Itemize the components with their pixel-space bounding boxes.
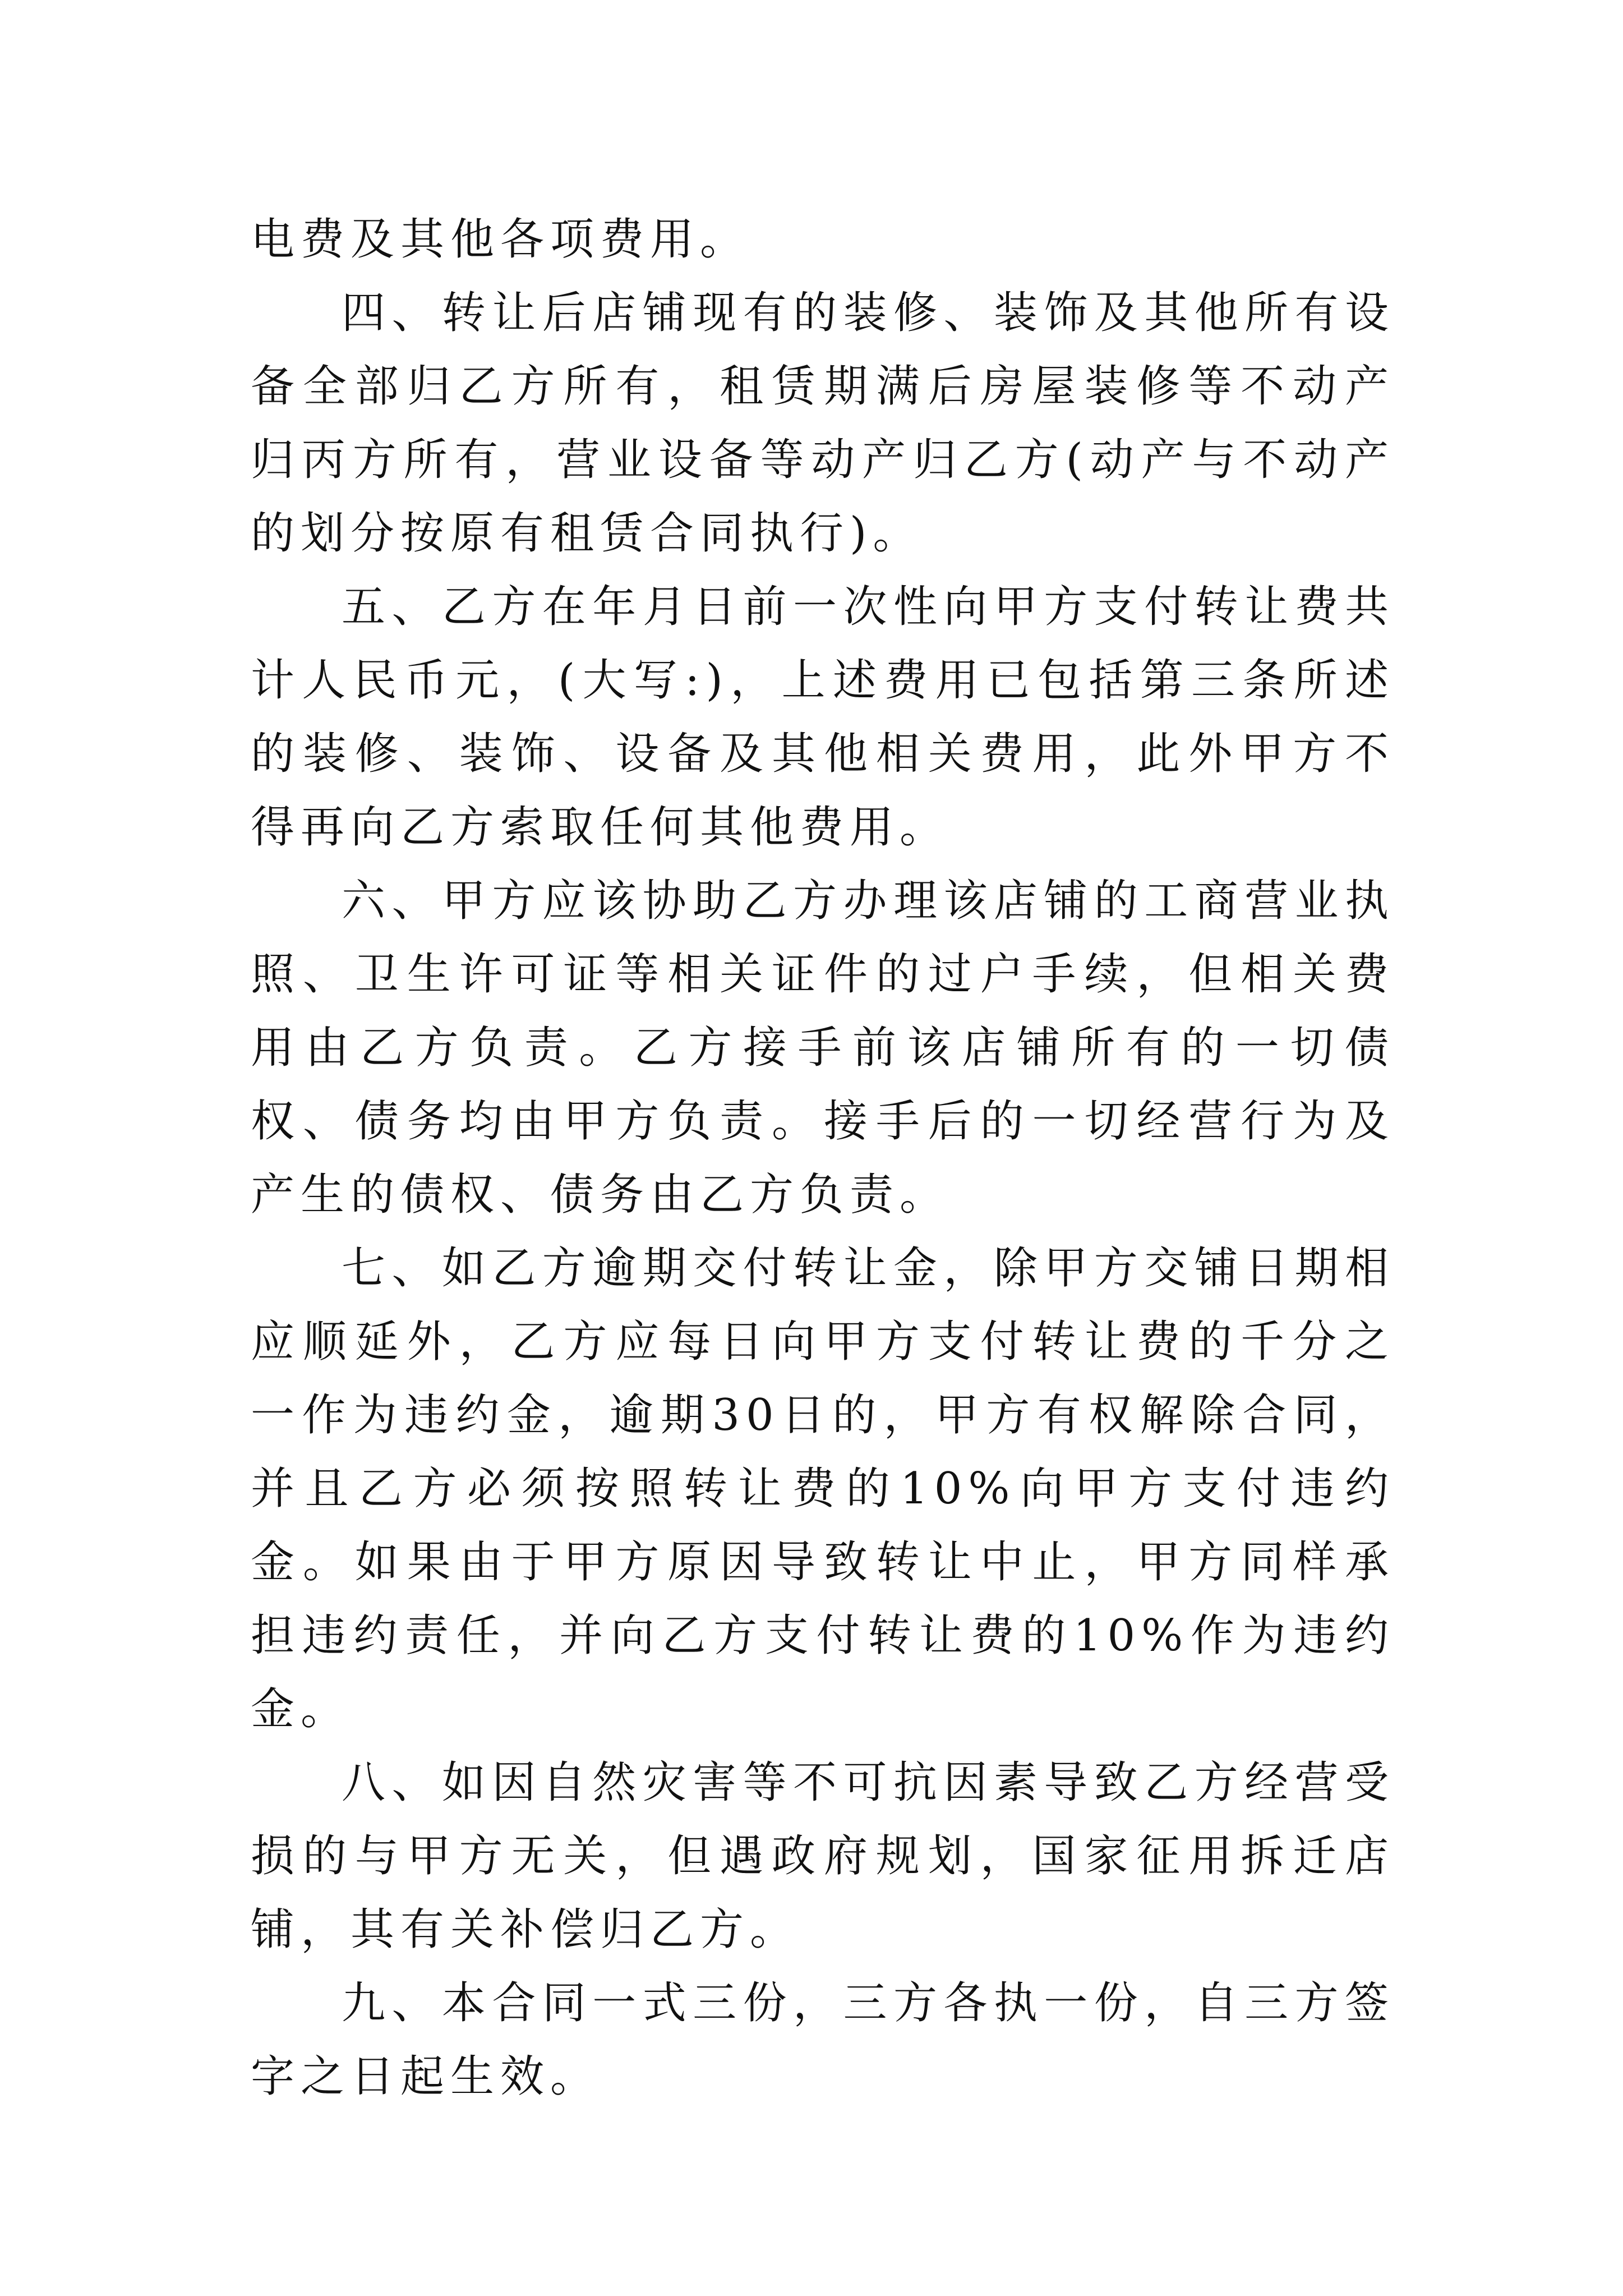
- clause-7: 七、如乙方逾期交付转让金，除甲方交铺日期相应顺延外，乙方应每日向甲方支付转让费的千分之一作为违约金，逾期30日的，甲方有权解除合同，并且乙方必须按照转让费的10%向甲方支付违约金。如果由于甲方原因导致转让中止，甲方同样承担违约责任，并向乙方支付转让费的10%作为违约金。: [251, 1243, 1395, 1734]
- clause-9: 九、本合同一式三份，三方各执一份，自三方签字之日起生效。: [251, 1978, 1395, 2102]
- clause-6: 六、甲方应该协助乙方办理该店铺的工商营业执照、卫生许可证等相关证件的过户手续，但相关费用由乙方负责。乙方接手前该店铺所有的一切债权、债务均由甲方负责。接手后的一切经营行为及产生的债权、债务由乙方负责。: [251, 876, 1395, 1220]
- paragraph-continuation: 电费及其他各项费用。: [251, 214, 750, 265]
- clause-5: 五、乙方在年月日前一次性向甲方支付转让费共计人民币元，(大写:)，上述费用已包括第三条所述的装修、装饰、设备及其他相关费用，此外甲方不得再向乙方索取任何其他费用。: [251, 582, 1395, 853]
- contract-body: [251, 203, 1395, 2114]
- clause-8: 八、如因自然灾害等不可抗因素导致乙方经营受损的与甲方无关，但遇政府规划，国家征用拆迁店铺，其有关补偿归乙方。: [251, 1757, 1395, 1955]
- clause-4: 四、转让后店铺现有的装修、装饰及其他所有设备全部归乙方所有，租赁期满后房屋装修等不动产归丙方所有，营业设备等动产归乙方(动产与不动产的划分按原有租赁合同执行)。: [251, 288, 1395, 559]
